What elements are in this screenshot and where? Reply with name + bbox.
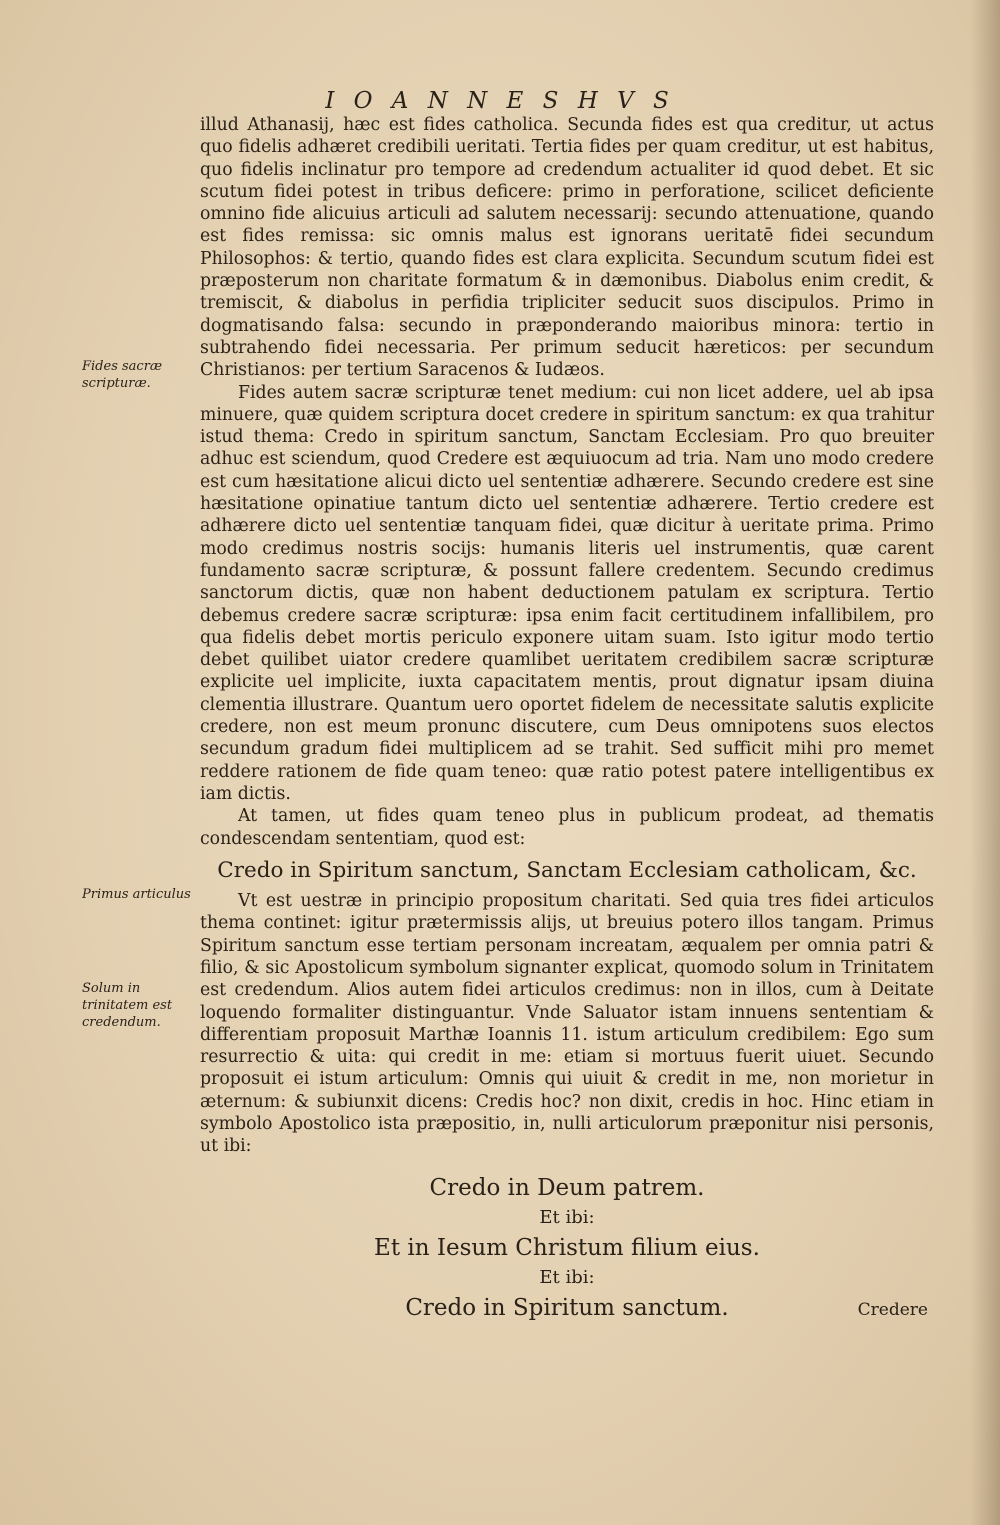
main-text-column [200, 114, 934, 1324]
running-header: I O A N N E S H V S [325, 88, 675, 114]
margin-note-primus-articulus: Primus articulus [82, 887, 191, 902]
creed-line-3: Credo in Spiritum sanctum. [405, 1294, 729, 1321]
margin-note-fides: Fides sacræ scripturæ. [82, 359, 163, 391]
paragraph-4: Vt est uestræ in principio propositum charitati. Sed quia tres fidei articulos thema continet: igitur prætermissis alijs, ut breuius potero illos tangam. Primus Spiritum sanctum esse tertiam personam increatam, æqualem per omnia patri & filio, & sic Apostolicum symbolum signanter explicat, quomodo solum in Trinitatem est credendum. Alios autem fidei articulos credimus: non in illos, cum à Deitate loquendo formaliter distinguantur. Vnde Saluator istam innuens sententiam & differentiam proposuit Marthæ Ioannis 11. istum articulum credibilem: Ego sum resurrectio & uita: qui credit in me: etiam si mortuus fuerit uiuet. Secundo proposuit ei istum articulum: Omnis qui uiuit & credit in me, non morietur in æternum: & subiunxit dicens: Credis hoc? non dixit, credis in hoc. Hinc etiam in symbolo Apostolico ista præpositio, in, nulli articulorum præponitur nisi personis, ut ibi: [200, 891, 934, 1157]
theme-line: Credo in Spiritum sanctum, Sanctam Ecclesiam catholicam, &c. [217, 857, 917, 883]
catchword: Credere [857, 1300, 928, 1320]
page-edge-shadow [970, 0, 1000, 1525]
margin-note-solum-in-trinitatem: Solum in trinitatem est credendum. [82, 981, 173, 1030]
paragraph-1: illud Athanasij, hæc est fides catholica. Secunda fides est qua creditur, ut actus quo fidelis adhæret credibili ueritati. Tertia fides per quam creditur, ut est habitus, quo fidelis inclinatur pro tempore ad credendum actualiter id quod debet. Et sic scutum fidei potest in tribus deficere: primo in perforatione, scilicet deficiente omnino fide alicuius articuli ad salutem necessarij: secundo attenuatione, quando est fides remissa: sic omnis malus est ignorans ueritatē fidei secundum Philosophos: & tertio, quando fides est clara explicita. Secundum scutum fidei est præposterum non charitate formatum & in dæmonibus. Diabolus enim credit, & tremiscit, & diabolus in perfidia tripliciter seducit suos discipulos. Primo in dogmatisando falsa: secundo in præponderando maioribus minora: tertio in subtrahendo fidei necessaria. Per primum seducit hæreticos: per secundum Christianos: per tertium Saracenos & Iudæos. [200, 115, 934, 381]
creed-separator-1: Et ibi: [539, 1206, 595, 1228]
creed-separator-2: Et ibi: [539, 1266, 595, 1288]
creed-line-2: Et in Iesum Christum filium eius. [374, 1234, 760, 1261]
paragraph-2: Fides autem sacræ scripturæ tenet medium: cui non licet addere, uel ab ipsa minuere, quæ quidem scriptura docet credere in spiritum sanctum: ex qua trahitur istud thema: Credo in spiritum sanctum, Sanctam Ecclesiam. Pro quo breuiter adhuc est sciendum, quod Credere est æquiuocum ad tria. Nam uno modo credere est cum hæsitatione alicui dicto uel sententiæ adhærere. Secundo credere est sine hæsitatione opinatiue tantum dicto uel sententiæ adhærere. Tertio credere est adhærere dicto uel sententiæ tanquam fidei, quæ dicitur à ueritate prima. Primo modo credimus nostris socijs: humanis literis uel instrumentis, quæ carent fundamento sacræ scripturæ, & possunt fallere credentem. Secundo credimus sanctorum dictis, quæ non habent deductionem patulam ex scriptura. Tertio debemus credere sacræ scripturæ: ipsa enim facit certitudinem infallibilem, pro qua fidelis debet mortis periculo exponere uitam suam. Isto igitur modo tertio debet quilibet uiator credere quamlibet ueritatem credibilem sacræ scripturæ explicite uel implicite, iuxta capacitatem mentis, prout dignatur ipsam diuina clementia illustrare. Quantum uero oportet fidelem de necessitate salutis explicite credere, non est meum pronunc discutere, cum Deus omnipotens suos electos secundum gradum fidei multiplicem ad se trahit. Sed sufficit mihi pro memet reddere rationem de fide quam teneo: quæ ratio potest patere intelligentibus ex iam dictis. [200, 382, 934, 804]
creed-line-1: Credo in Deum patrem. [429, 1174, 705, 1201]
paragraph-3: At tamen, ut fides quam teneo plus in publicum prodeat, ad thematis condescendam sententiam, quod est: [200, 806, 934, 849]
